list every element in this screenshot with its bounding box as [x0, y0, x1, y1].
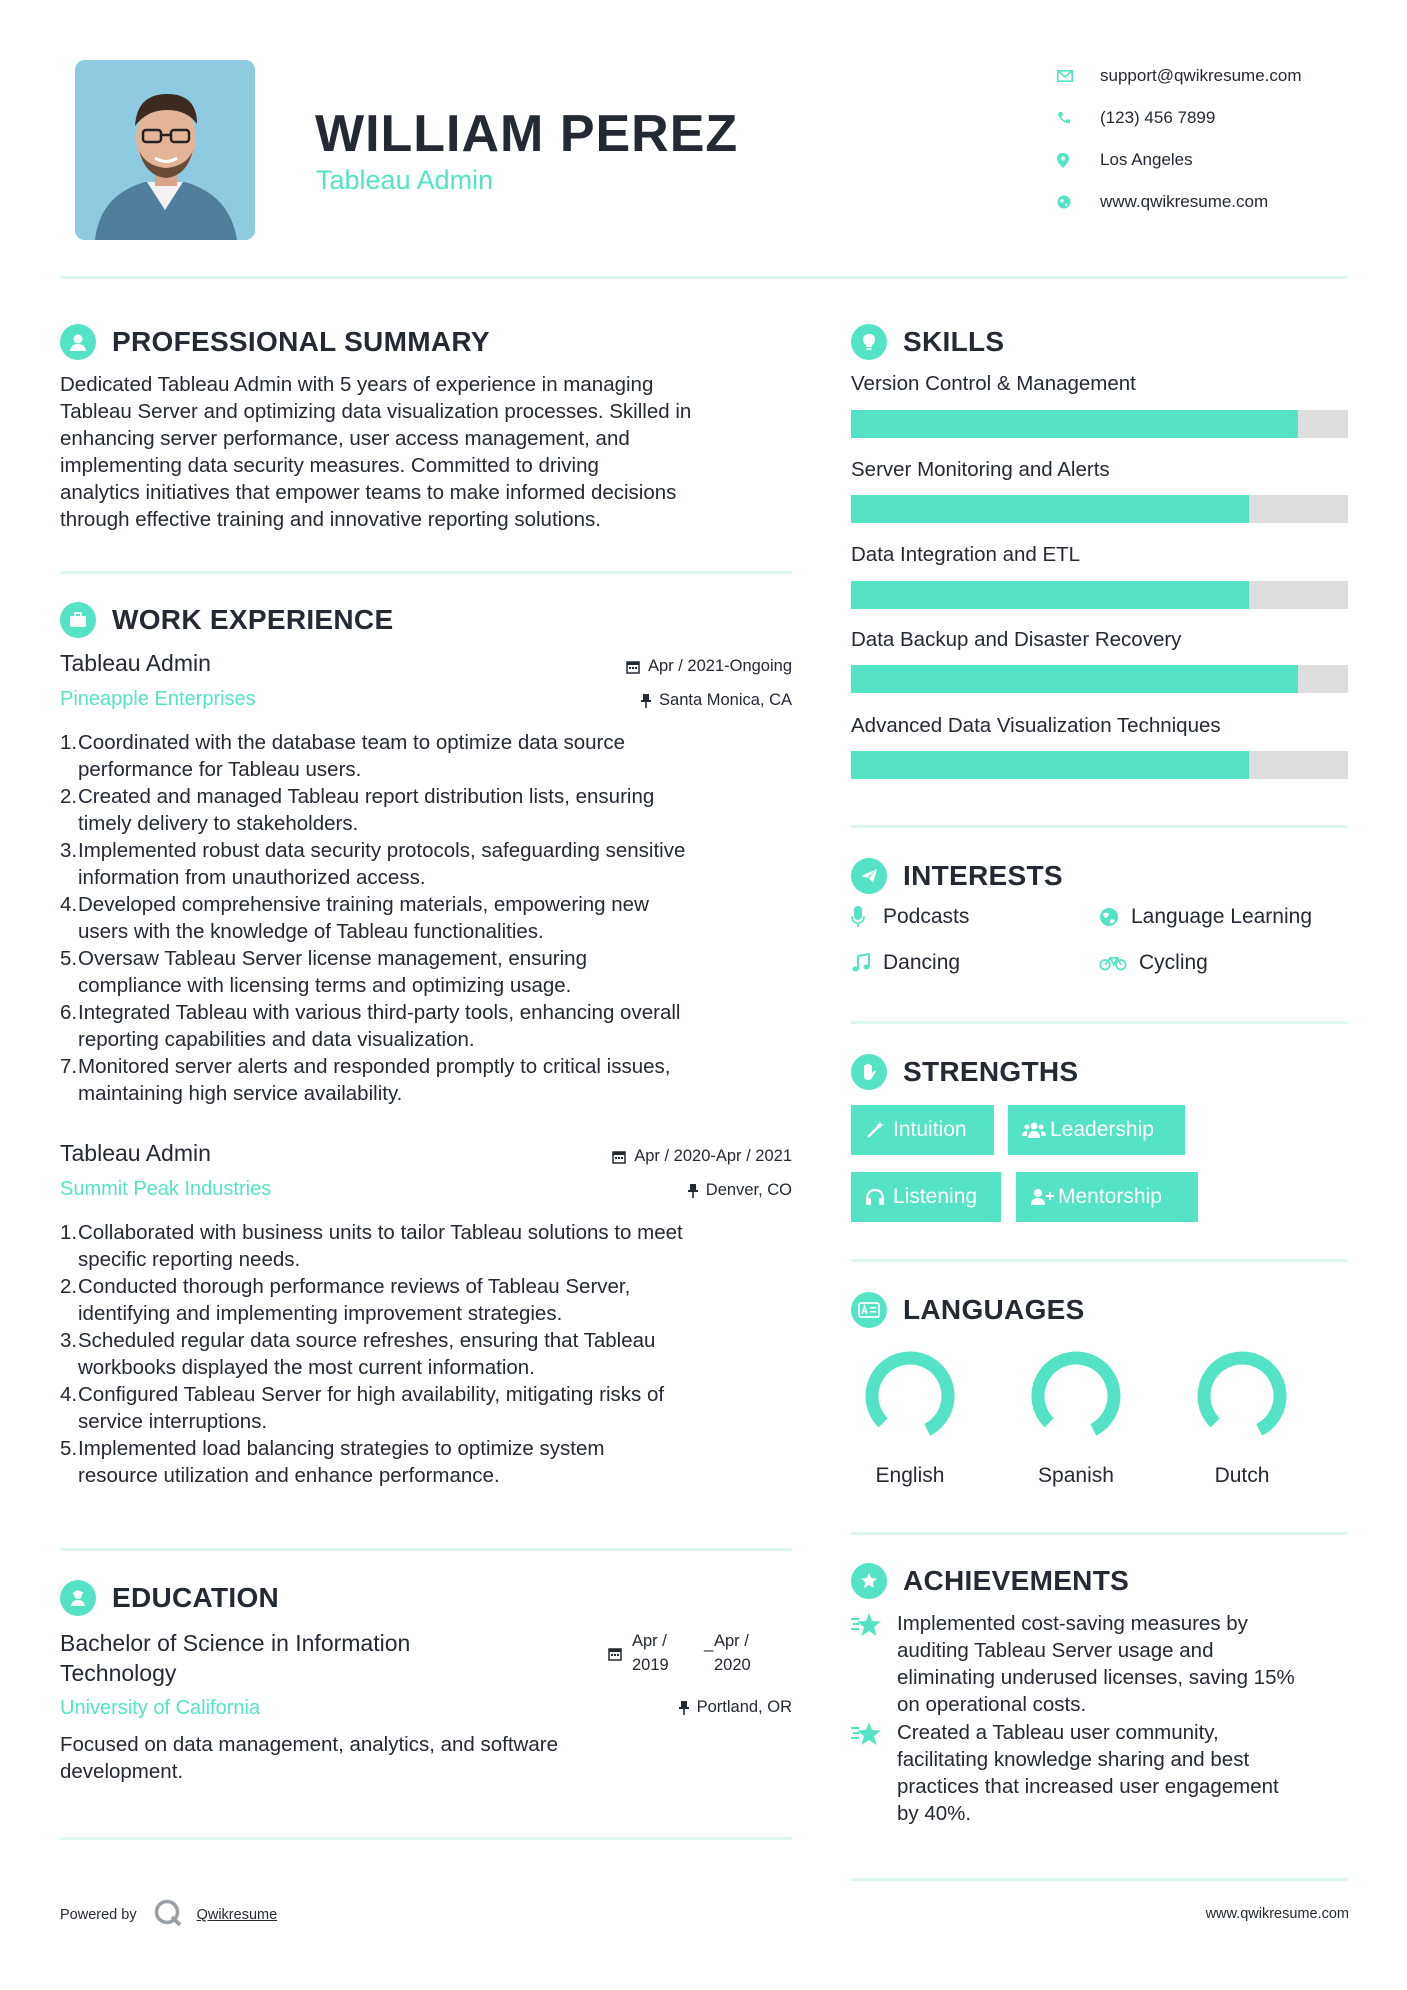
list-item: 4. Developed comprehensive training materials, empowering new users with the knowledge of Tableau functionalities. [60, 893, 649, 943]
skill-bar-fill [851, 581, 1249, 609]
calendar-icon [608, 1647, 622, 1661]
skill-name: Data Integration and ETL [851, 543, 1081, 566]
job-role: Tableau Admin [60, 1140, 211, 1166]
list-item: 5. Oversaw Tableau Server license management, ensuring compliance with licensing terms and optimizing usage. [60, 947, 587, 997]
paper-plane-icon [851, 858, 887, 894]
header-divider [60, 276, 1348, 279]
job-dates: Apr / 2020-Apr / 2021 [612, 1147, 792, 1166]
language-item: English [850, 1346, 970, 1488]
skills-divider [851, 825, 1348, 828]
contact-location: Los Angeles [1055, 139, 1355, 181]
list-item: 4. Configured Tableau Server for high availability, mitigating risks of service interruptions. [60, 1383, 665, 1433]
trophy-icon [851, 1563, 887, 1599]
contact-phone: (123) 456 7899 [1055, 97, 1355, 139]
language-item: Spanish [1016, 1346, 1136, 1488]
job-duties [60, 729, 805, 1107]
achievement-item: Implemented cost-saving measures by auditing Tableau Server usage and eliminating underused licenses, saving 15% on operational costs. [851, 1610, 1347, 1718]
skill-bar [851, 751, 1348, 779]
strength-chip: Mentorship [1016, 1172, 1198, 1222]
language-item: Dutch [1182, 1346, 1302, 1488]
skill-name: Advanced Data Visualization Techniques [851, 714, 1221, 737]
list-item: 1. Collaborated with business units to tailor Tableau solutions to meet specific reporting needs. [60, 1221, 683, 1271]
candidate-title: Tableau Admin [316, 165, 494, 195]
skills-heading: SKILLS [851, 322, 1004, 362]
footer-powered-by: Powered by Qwikresume [60, 1898, 277, 1932]
job-location: Santa Monica, CA [641, 691, 792, 710]
list-item: 5. Implemented load balancing strategies to optimize system resource utilization and enhance performance. [60, 1437, 605, 1487]
skill-name: Data Backup and Disaster Recovery [851, 628, 1182, 651]
list-item: 2. Conducted thorough performance reviews of Tableau Server, identifying and implementing improvement strategies. [60, 1275, 631, 1325]
star-icon [851, 1719, 887, 1827]
skill-bar-fill [851, 410, 1298, 438]
degree-title: Bachelor of Science in Information Technology [60, 1630, 411, 1686]
summary-text: Dedicated Tableau Admin with 5 years of experience in managing Tableau Server and optimizing data visualization processes. Skilled in enhancing server performance, user access management, and implementing data security measures. Committed to driving analytics initiatives that empower teams to make informed decisions through effective training and innovative reporting solutions. [60, 373, 692, 531]
hand-icon [851, 1054, 887, 1090]
contact-list [1055, 55, 1355, 223]
footer-website-link[interactable]: www.qwikresume.com [1205, 1906, 1349, 1922]
achievements-heading: ACHIEVEMENTS [851, 1561, 1129, 1601]
achievement-item: Created a Tableau user community, facilitating knowledge sharing and best practices that increased user engagement by 40%. [851, 1719, 1347, 1827]
list-item: 1. Coordinated with the database team to optimize data source performance for Tableau users. [60, 731, 625, 781]
language-level-ring [1192, 1346, 1292, 1446]
magic-wand-icon [865, 1120, 893, 1140]
qwikresume-logo-icon [153, 1898, 183, 1932]
skill-bar [851, 410, 1348, 438]
education-divider [60, 1837, 792, 1840]
globe-icon [1055, 193, 1087, 211]
strength-chip: Listening [851, 1172, 1001, 1222]
interest-item: Cycling [1099, 948, 1208, 978]
school-name: University of California [60, 1697, 261, 1719]
skill-bar-fill [851, 495, 1249, 523]
education-location: Portland, OR [679, 1698, 792, 1717]
profile-photo [75, 60, 255, 240]
language-level-ring [860, 1346, 960, 1446]
pin-icon [688, 1184, 698, 1198]
contact-website[interactable]: www.qwikresume.com [1055, 181, 1355, 223]
education-heading: EDUCATION [60, 1578, 279, 1618]
languages-divider [851, 1532, 1348, 1535]
calendar-icon [612, 1150, 626, 1164]
job-company: Pineapple Enterprises [60, 688, 256, 710]
job-duties [60, 1219, 805, 1489]
skill-bar [851, 581, 1348, 609]
contact-email[interactable]: support@qwikresume.com [1055, 55, 1355, 97]
job-location: Denver, CO [688, 1181, 792, 1200]
language-level-ring [1026, 1346, 1126, 1446]
calendar-icon [626, 660, 640, 674]
education-description: Focused on data management, analytics, and software development. [60, 1733, 558, 1783]
star-icon [851, 1610, 887, 1718]
graduation-icon [60, 1580, 96, 1616]
qwikresume-link[interactable]: Qwikresume [196, 1907, 278, 1923]
user-icon [60, 324, 96, 360]
list-item: 3. Implemented robust data security protocols, safeguarding sensitive information from unauthorized access. [60, 839, 686, 889]
headphones-icon [865, 1188, 893, 1206]
interests-divider [851, 1021, 1348, 1024]
experience-divider [60, 1548, 792, 1551]
job-company: Summit Peak Industries [60, 1178, 272, 1200]
globe-icon [1099, 907, 1127, 927]
list-item: 7. Monitored server alerts and responded promptly to critical issues, maintaining high service availability. [60, 1055, 671, 1105]
skill-bar-fill [851, 665, 1298, 693]
strengths-heading: STRENGTHS [851, 1052, 1078, 1092]
experience-heading: WORK EXPERIENCE [60, 600, 393, 640]
skill-bar [851, 665, 1348, 693]
skill-bar-fill [851, 751, 1249, 779]
pin-icon [679, 1701, 689, 1715]
lightbulb-icon [851, 324, 887, 360]
bicycle-icon [1099, 954, 1127, 972]
users-icon [1022, 1121, 1050, 1139]
achievements-divider [851, 1878, 1348, 1881]
email-icon [1055, 67, 1087, 85]
interest-item: Language Learning [1099, 902, 1312, 932]
list-item: 2. Created and managed Tableau report distribution lists, ensuring timely delivery to stakeholders. [60, 785, 655, 835]
interests-heading: INTERESTS [851, 856, 1063, 896]
summary-heading: PROFESSIONAL SUMMARY [60, 322, 490, 362]
skill-name: Server Monitoring and Alerts [851, 458, 1110, 481]
strength-chip: Leadership [1008, 1105, 1185, 1155]
translate-icon [851, 1292, 887, 1328]
summary-divider [60, 571, 792, 574]
pin-icon [641, 694, 651, 708]
interest-item: Podcasts [851, 902, 969, 932]
job-dates: Apr / 2021-Ongoing [626, 657, 792, 676]
candidate-name: WILLIAM PEREZ [315, 105, 739, 163]
strength-chip: Intuition [851, 1105, 994, 1155]
languages-heading: LANGUAGES [851, 1290, 1085, 1330]
location-icon [1055, 151, 1087, 169]
interest-item: Dancing [851, 948, 960, 978]
skill-name: Version Control & Management [851, 372, 1136, 395]
education-dates: Apr / 2019 _ Apr / 2020 [608, 1629, 758, 1679]
list-item: 6. Integrated Tableau with various third-party tools, enhancing overall reporting capabilities and data visualization. [60, 1001, 681, 1051]
briefcase-icon [60, 602, 96, 638]
list-item: 3. Scheduled regular data source refreshes, ensuring that Tableau workbooks displayed the most current information. [60, 1329, 656, 1379]
phone-icon [1055, 109, 1087, 127]
microphone-icon [851, 906, 879, 928]
strengths-divider [851, 1259, 1348, 1262]
music-note-icon [851, 953, 879, 973]
job-role: Tableau Admin [60, 650, 211, 676]
user-plus-icon [1030, 1188, 1058, 1206]
skill-bar [851, 495, 1348, 523]
